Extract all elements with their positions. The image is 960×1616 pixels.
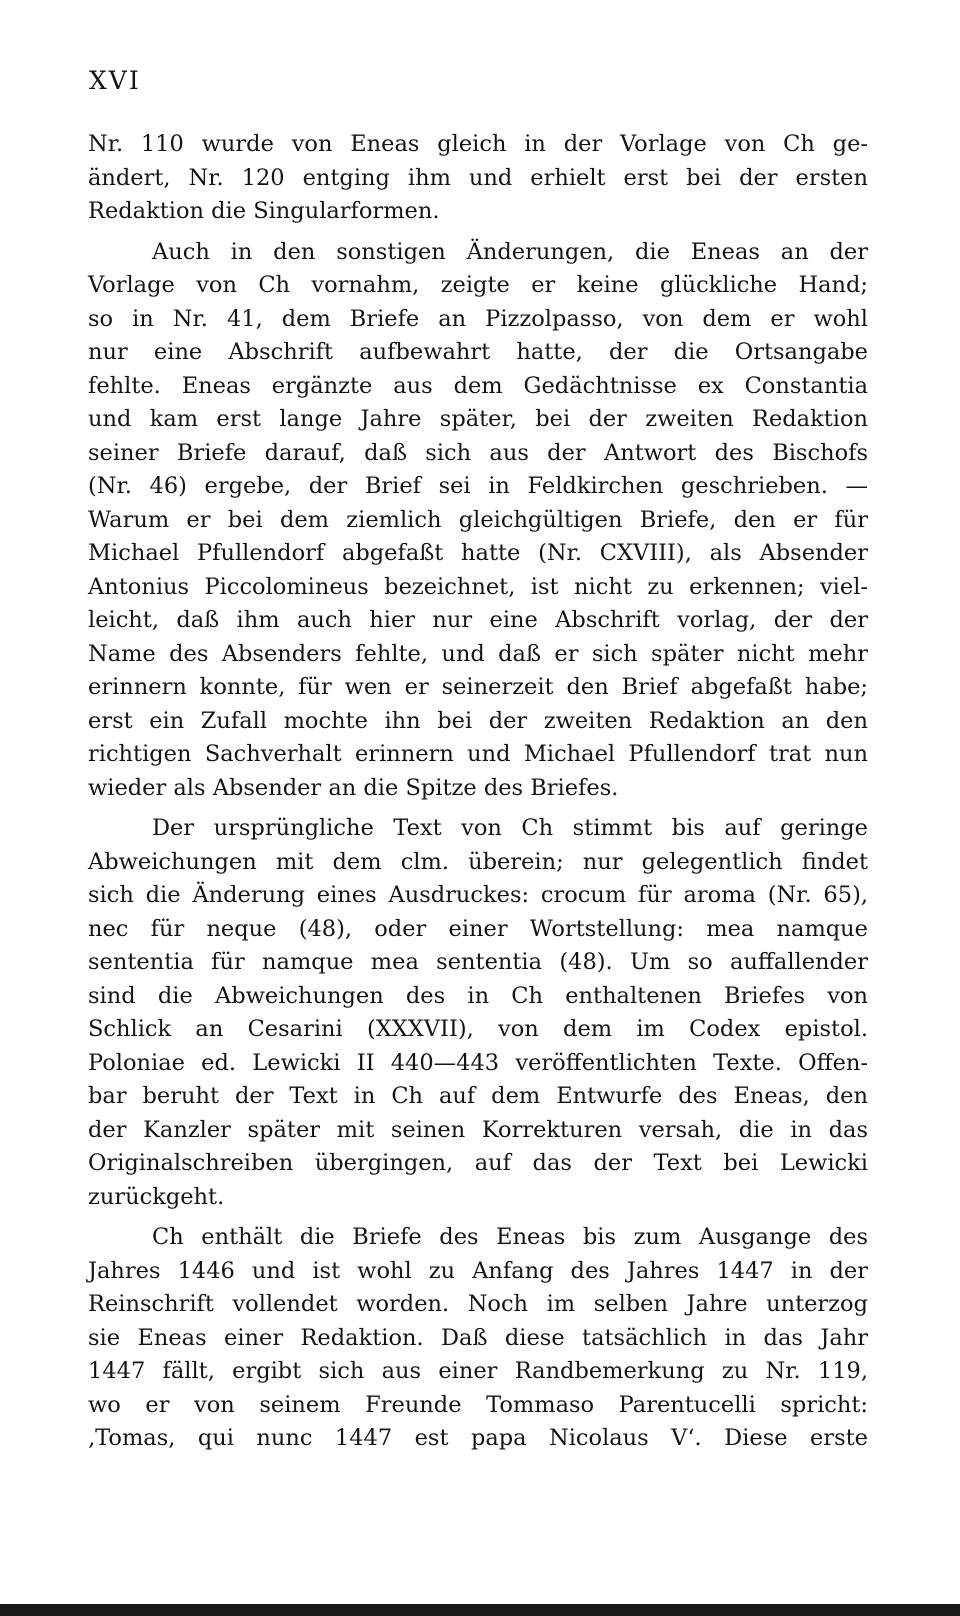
text-line: sich die Änderung eines Ausdruckes: crocum für aroma (Nr. 65),: [88, 882, 868, 908]
text-line: 1447 fällt, ergibt sich aus einer Randbemerkung zu Nr. 119,: [88, 1358, 868, 1384]
text-line: Antonius Piccolomineus bezeichnet, ist nicht zu erkennen; viel-: [88, 573, 868, 600]
paragraph-4: [88, 1221, 868, 1456]
text-line: Schlick an Cesarini (XXXVII), von dem im Codex epistol.: [88, 1016, 868, 1042]
page-number: XVI: [89, 66, 141, 95]
text-line: zurückgeht.: [88, 1183, 225, 1210]
text-line: Originalschreiben übergingen, auf das der Text bei Lewicki: [88, 1150, 868, 1176]
text-line: Jahres 1446 und ist wohl zu Anfang des Jahres 1447 in der: [88, 1257, 868, 1284]
text-line: Abweichungen mit dem clm. überein; nur gelegentlich findet: [88, 848, 868, 875]
text-line: Vorlage von Ch vornahm, zeigte er keine glückliche Hand;: [88, 272, 868, 298]
text-line: Redaktion die Singularformen.: [88, 198, 440, 224]
text-line: Michael Pfullendorf abgefaßt hatte (Nr. CXVIII), als Absender: [88, 540, 868, 566]
text-line: Auch in den sonstigen Änderungen, die Eneas an der: [152, 238, 868, 265]
text-line: (Nr. 46) ergebe, der Brief sei in Feldkirchen geschrieben. —: [88, 473, 868, 499]
text-line: leicht, daß ihm auch hier nur eine Abschrift vorlag, der der: [88, 607, 868, 633]
text-line: Name des Absenders fehlte, und daß er sich später nicht mehr: [88, 640, 868, 667]
text-line: Der ursprüngliche Text von Ch stimmt bis auf geringe: [152, 815, 868, 841]
text-line: Nr. 110 wurde von Eneas gleich in der Vorlage von Ch ge-: [88, 131, 868, 157]
text-line: Warum er bei dem ziemlich gleichgültigen Briefe, den er für: [88, 506, 868, 533]
text-line: richtigen Sachverhalt erinnern und Michael Pfullendorf trat nun: [88, 741, 868, 767]
text-line: nur eine Abschrift aufbewahrt hatte, der die Ortsangabe: [88, 339, 868, 365]
scan-edge-bar: [0, 1604, 960, 1616]
text-line: sie Eneas einer Redaktion. Daß diese tatsächlich in das Jahr: [88, 1324, 868, 1351]
text-line: Reinschrift vollendet worden. Noch im selben Jahre unterzog: [88, 1291, 868, 1317]
text-line: sententia für namque mea sententia (48). Um so auffallender: [88, 949, 868, 975]
paragraph-2: [88, 236, 868, 806]
body-text: [88, 128, 868, 1456]
text-line: ‚Tomas, qui nunc 1447 est papa Nicolaus V‘. Diese erste: [88, 1425, 868, 1451]
text-line: ändert, Nr. 120 entging ihm und erhielt erst bei der ersten: [88, 164, 868, 191]
text-line: sind die Abweichungen des in Ch enthaltenen Briefes von: [88, 982, 868, 1009]
text-line: so in Nr. 41, dem Briefe an Pizzolpasso, von dem er wohl: [88, 305, 868, 332]
text-line: und kam erst lange Jahre später, bei der zweiten Redaktion: [88, 406, 868, 432]
text-line: erst ein Zufall mochte ihn bei der zweiten Redaktion an den: [88, 707, 868, 734]
text-line: bar beruht der Text in Ch auf dem Entwurfe des Eneas, den: [88, 1083, 868, 1109]
paragraph-1: [88, 128, 868, 229]
text-line: fehlte. Eneas ergänzte aus dem Gedächtnisse ex Constantia: [88, 372, 868, 399]
text-line: wo er von seinem Freunde Tommaso Parentucelli spricht:: [88, 1391, 868, 1418]
text-line: nec für neque (48), oder einer Wortstellung: mea namque: [88, 915, 868, 942]
paragraph-3: [88, 812, 868, 1214]
text-line: der Kanzler später mit seinen Korrekturen versah, die in das: [88, 1116, 868, 1143]
text-line: erinnern konnte, für wen er seinerzeit den Brief abgefaßt habe;: [88, 674, 868, 700]
text-line: Ch enthält die Briefe des Eneas bis zum Ausgange des: [152, 1224, 868, 1250]
text-line: Poloniae ed. Lewicki II 440—443 veröffentlichten Texte. Offen-: [88, 1049, 868, 1076]
text-line: wieder als Absender an die Spitze des Briefes.: [88, 774, 619, 801]
text-line: seiner Briefe darauf, daß sich aus der Antwort des Bischofs: [88, 439, 868, 466]
